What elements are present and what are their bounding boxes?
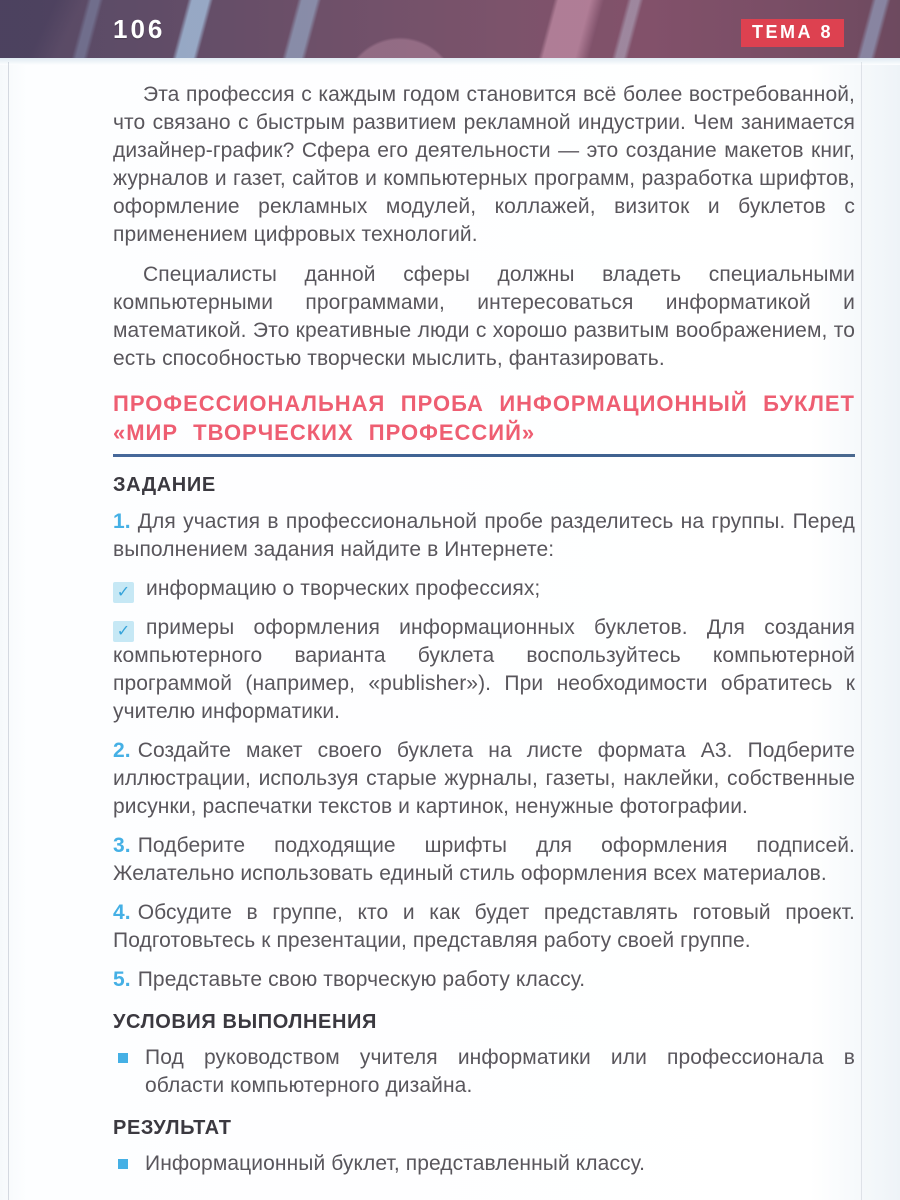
conditions-item: [113, 1044, 855, 1100]
conditions-item-text: Под руководством учителя информатики или профессионала в области компьютерного дизайна.: [145, 1046, 855, 1097]
page-number: 106: [113, 14, 166, 44]
item-number-2: 2.: [113, 739, 131, 762]
task-item-5: [113, 966, 855, 994]
checklist-item-1: [113, 575, 855, 603]
section-title-rule: [113, 454, 855, 457]
task-item-1: [113, 508, 855, 564]
task-item-2-text: Создайте макет своего буклета на листе формата А3. Подберите иллюстрации, используя старые журналы, газеты, наклейки, собственные рисунки, распечатки текстов и картинок, ненужные фотографии.: [113, 739, 855, 818]
item-number-4: 4.: [113, 901, 131, 924]
intro-paragraph-2: Специалисты данной сферы должны владеть специальными компьютерными программами, интересоваться информатикой и математикой. Это креативные люди с хорошо развитым воображением, то есть способностью творчески мыслить, фантазировать.: [113, 263, 855, 370]
task-item-1-text: Для участия в профессиональной пробе разделитесь на группы. Перед выполнением задания найдите в Интернете:: [113, 510, 855, 561]
intro-paragraph-1: Эта профессия с каждым годом становится всё более востребованной, что связано с быстрым развитием рекламной индустрии. Чем занимается дизайнер-график? Сфера его деятельности — это создание макетов книг, журналов и газет, сайтов и компьютерных программ, разработка шрифтов, оформление рекламных модулей, коллажей, визиток и буклетов с применением цифровых технологий.: [113, 83, 855, 246]
result-item-text: Информационный буклет, представленный классу.: [145, 1152, 646, 1175]
task-item-2: [113, 737, 855, 821]
task-heading: ЗАДАНИЕ: [113, 474, 216, 496]
checklist-item-2-text: примеры оформления информационных буклетов. Для создания компьютерного варианта буклета воспользуйтесь компьютерной программой (например, «publisher»). При необходимости обратитесь к учителю информатики.: [113, 616, 855, 723]
page-header: [0, 0, 900, 58]
theme-badge: ТЕМА 8: [741, 19, 844, 47]
task-item-4: [113, 899, 855, 955]
page-edge-right: [861, 62, 862, 1200]
square-bullet-icon: [118, 1159, 128, 1169]
result-item: [113, 1150, 855, 1178]
checklist-item-1-text: информацию о творческих профессиях;: [146, 577, 541, 600]
task-item-3: [113, 832, 855, 888]
task-item-3-text: Подберите подходящие шрифты для оформления подписей. Желательно использовать единый стиль оформления всех материалов.: [113, 834, 855, 885]
square-bullet-icon: [118, 1053, 128, 1063]
item-number-3: 3.: [113, 834, 131, 857]
task-item-5-text: Представьте свою творческую работу классу.: [137, 968, 586, 991]
checklist-item-2: [113, 614, 855, 726]
result-heading: РЕЗУЛЬТАТ: [113, 1117, 232, 1139]
item-number-5: 5.: [113, 968, 131, 991]
section-title: ПРОФЕССИОНАЛЬНАЯ ПРОБА ИНФОРМАЦИОННЫЙ БУКЛЕТ «МИР ТВОРЧЕСКИХ ПРОФЕССИЙ»: [113, 391, 855, 445]
header-strip: [0, 58, 900, 65]
check-icon: ✓: [113, 582, 134, 603]
conditions-heading: УСЛОВИЯ ВЫПОЛНЕНИЯ: [113, 1011, 377, 1033]
page-content: [0, 65, 900, 1178]
check-icon: ✓: [113, 621, 134, 642]
page-edge-left: [8, 62, 9, 1200]
item-number-1: 1.: [113, 510, 131, 533]
task-item-4-text: Обсудите в группе, кто и как будет представлять готовый проект. Подготовьтесь к презентации, представляя работу своей группе.: [113, 901, 855, 952]
